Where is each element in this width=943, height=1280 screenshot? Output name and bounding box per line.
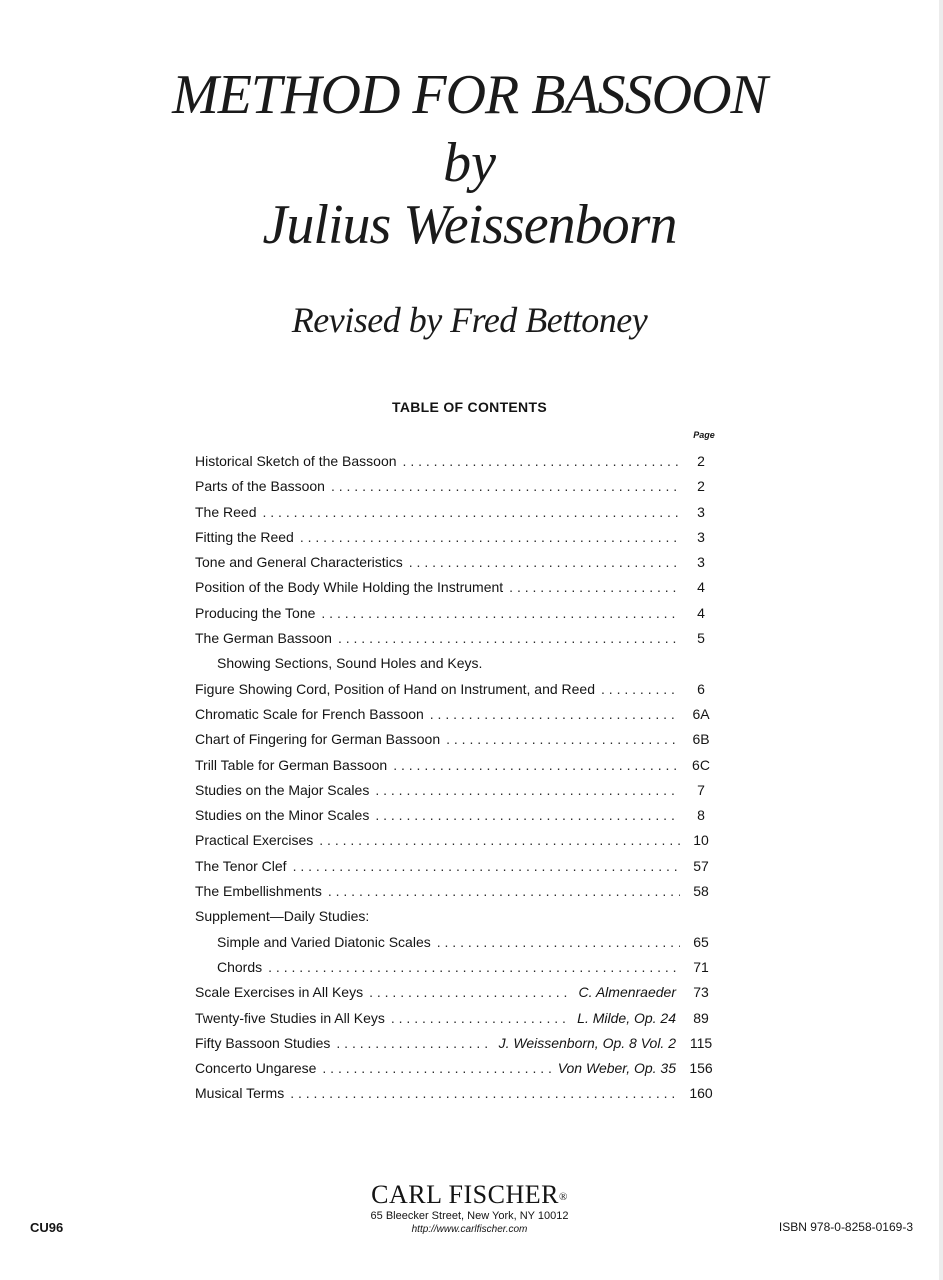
toc-entry-title: Supplement—Daily Studies: <box>195 908 370 925</box>
toc-entry-title: Showing Sections, Sound Holes and Keys. <box>217 655 483 672</box>
toc-subentry <box>195 651 722 676</box>
toc-entry-page: 6B <box>692 731 710 748</box>
dot-leader <box>375 778 680 803</box>
toc-entry <box>195 1056 722 1081</box>
toc-entry-page: 89 <box>693 1009 709 1026</box>
toc-subentry <box>195 930 722 955</box>
toc-entry-page: 2 <box>697 478 705 495</box>
toc-entry <box>195 500 722 525</box>
dot-leader <box>268 955 680 980</box>
toc-entry-title: Studies on the Minor Scales <box>195 807 370 824</box>
dot-leader <box>321 601 680 626</box>
dot-leader <box>430 702 680 727</box>
dot-leader <box>262 500 680 525</box>
toc-entry-page: 7 <box>697 781 705 798</box>
toc-entry-title: Practical Exercises <box>195 832 314 849</box>
dot-leader <box>375 803 680 828</box>
author-name: Julius Weissenborn <box>262 194 677 256</box>
toc-entry-page: 6C <box>692 756 710 773</box>
toc-entry <box>195 980 722 1005</box>
toc-entry-title: Twenty-five Studies in All Keys <box>195 1009 385 1026</box>
toc-entry-page: 71 <box>693 958 709 975</box>
toc-entry <box>195 753 722 778</box>
toc-entry-page: 3 <box>697 528 705 545</box>
dot-leader <box>391 1006 571 1031</box>
toc-heading: TABLE OF CONTENTS <box>392 399 547 415</box>
toc-entry <box>195 525 722 550</box>
byline: by <box>443 132 496 194</box>
toc-entry <box>195 1081 722 1106</box>
toc-entry <box>195 828 722 853</box>
toc-entry-page: 10 <box>693 832 709 849</box>
toc-entry-page: 6A <box>692 705 710 722</box>
isbn: ISBN 978-0-8258-0169-3 <box>778 1220 913 1234</box>
toc-entry <box>195 1031 722 1056</box>
toc-entry <box>195 601 722 626</box>
toc-entry-composer: Von Weber, Op. 35 <box>557 1060 676 1077</box>
toc-entry <box>195 727 722 752</box>
toc-entry <box>195 1006 722 1031</box>
toc-entry <box>195 575 722 600</box>
publisher-website-link[interactable]: http://www.carlfischer.com <box>411 1224 528 1235</box>
toc-entry-title: Tone and General Characteristics <box>195 554 403 571</box>
dot-leader <box>437 930 680 955</box>
dot-leader <box>336 1031 492 1056</box>
dot-leader <box>446 727 680 752</box>
toc-entry-page: 3 <box>697 554 705 571</box>
dot-leader <box>300 525 680 550</box>
toc-entry-title: Fitting the Reed <box>195 528 294 545</box>
toc-entry <box>195 474 722 499</box>
toc-entry-page: 2 <box>697 453 705 469</box>
catalog-number: CU96 <box>30 1220 64 1235</box>
toc-entry-page: 5 <box>697 630 705 647</box>
toc-entry-page: 4 <box>697 579 705 596</box>
toc-entry <box>195 550 722 575</box>
toc-entry-title: Concerto Ungarese <box>195 1060 317 1077</box>
toc-entry-title: Musical Terms <box>195 1085 285 1102</box>
reviser-credit: Revised by Fred Bettoney <box>291 300 648 340</box>
dot-leader <box>403 449 680 474</box>
toc-entry-title: Figure Showing Cord, Position of Hand on Instrument, and Reed <box>195 680 596 697</box>
toc-entry <box>195 449 722 474</box>
toc-subentry <box>195 955 722 980</box>
dot-leader <box>409 550 680 575</box>
toc-entry-page: 6 <box>697 680 705 697</box>
toc-entry <box>195 854 722 879</box>
toc-entry-title: The Reed <box>195 503 257 520</box>
toc-entry-title: Chromatic Scale for French Bassoon <box>195 705 424 722</box>
publisher-name-text: CARL FISCHER <box>371 1180 559 1209</box>
page-column-label: Page <box>693 430 715 440</box>
toc-entry <box>195 803 722 828</box>
dot-leader <box>393 753 680 778</box>
toc-entry-title: Simple and Varied Diatonic Scales <box>217 933 431 950</box>
toc-section-heading <box>195 904 722 929</box>
dot-leader <box>331 474 680 499</box>
dot-leader <box>338 626 680 651</box>
toc-entry-page: 65 <box>693 933 709 950</box>
toc-entry-title: Fifty Bassoon Studies <box>195 1034 331 1051</box>
toc-entry-page: 160 <box>689 1085 713 1102</box>
toc-entry-title: Chart of Fingering for German Bassoon <box>195 731 441 748</box>
toc-entry-page: 4 <box>697 604 705 621</box>
toc-entry-title: Chords <box>217 958 263 975</box>
dot-leader <box>369 980 572 1005</box>
toc-entry <box>195 626 722 651</box>
dot-leader <box>322 1056 551 1081</box>
toc-entry-composer: J. Weissenborn, Op. 8 Vol. 2 <box>498 1034 676 1051</box>
toc-entry-title: Parts of the Bassoon <box>195 478 325 495</box>
toc-entry-title: The German Bassoon <box>195 630 332 647</box>
dot-leader <box>293 854 680 879</box>
publisher-address: 65 Bleecker Street, New York, NY 10012 <box>370 1210 569 1222</box>
toc-entry <box>195 778 722 803</box>
toc-entry-title: Position of the Body While Holding the Instrument <box>195 579 504 596</box>
toc-entry-page: 73 <box>693 984 709 1001</box>
toc-entry-page: 115 <box>689 1034 713 1051</box>
toc-entry-composer: L. Milde, Op. 24 <box>577 1009 676 1026</box>
dot-leader <box>509 575 680 600</box>
toc-entry-title: Producing the Tone <box>195 604 316 621</box>
toc-entry-composer: C. Almenraeder <box>578 984 676 1001</box>
toc-entry-title: The Embellishments <box>195 883 322 900</box>
toc-entry-title: Historical Sketch of the Bassoon <box>195 453 397 469</box>
dot-leader <box>601 677 680 702</box>
toc-entry <box>195 879 722 904</box>
toc-entry-title: Studies on the Major Scales <box>195 781 370 798</box>
registered-mark: ® <box>558 1191 568 1204</box>
toc-entry-page: 57 <box>693 857 709 874</box>
publisher-name <box>0 1180 939 1212</box>
dot-leader <box>328 879 680 904</box>
toc-entry-page: 3 <box>697 503 705 520</box>
toc-entry-title: Trill Table for German Bassoon <box>195 756 388 773</box>
toc-entry-title: Scale Exercises in All Keys <box>195 984 364 1001</box>
dot-leader <box>290 1081 680 1106</box>
toc-entry-page: 156 <box>689 1060 713 1077</box>
book-title: METHOD FOR BASSOON <box>172 64 767 126</box>
toc-entry <box>195 677 722 702</box>
toc-entry-page: 8 <box>697 807 705 824</box>
dot-leader <box>319 828 680 853</box>
toc-entry <box>195 702 722 727</box>
toc-entry-title: The Tenor Clef <box>195 857 287 874</box>
table-of-contents <box>195 449 722 1107</box>
toc-entry-page: 58 <box>693 883 709 900</box>
